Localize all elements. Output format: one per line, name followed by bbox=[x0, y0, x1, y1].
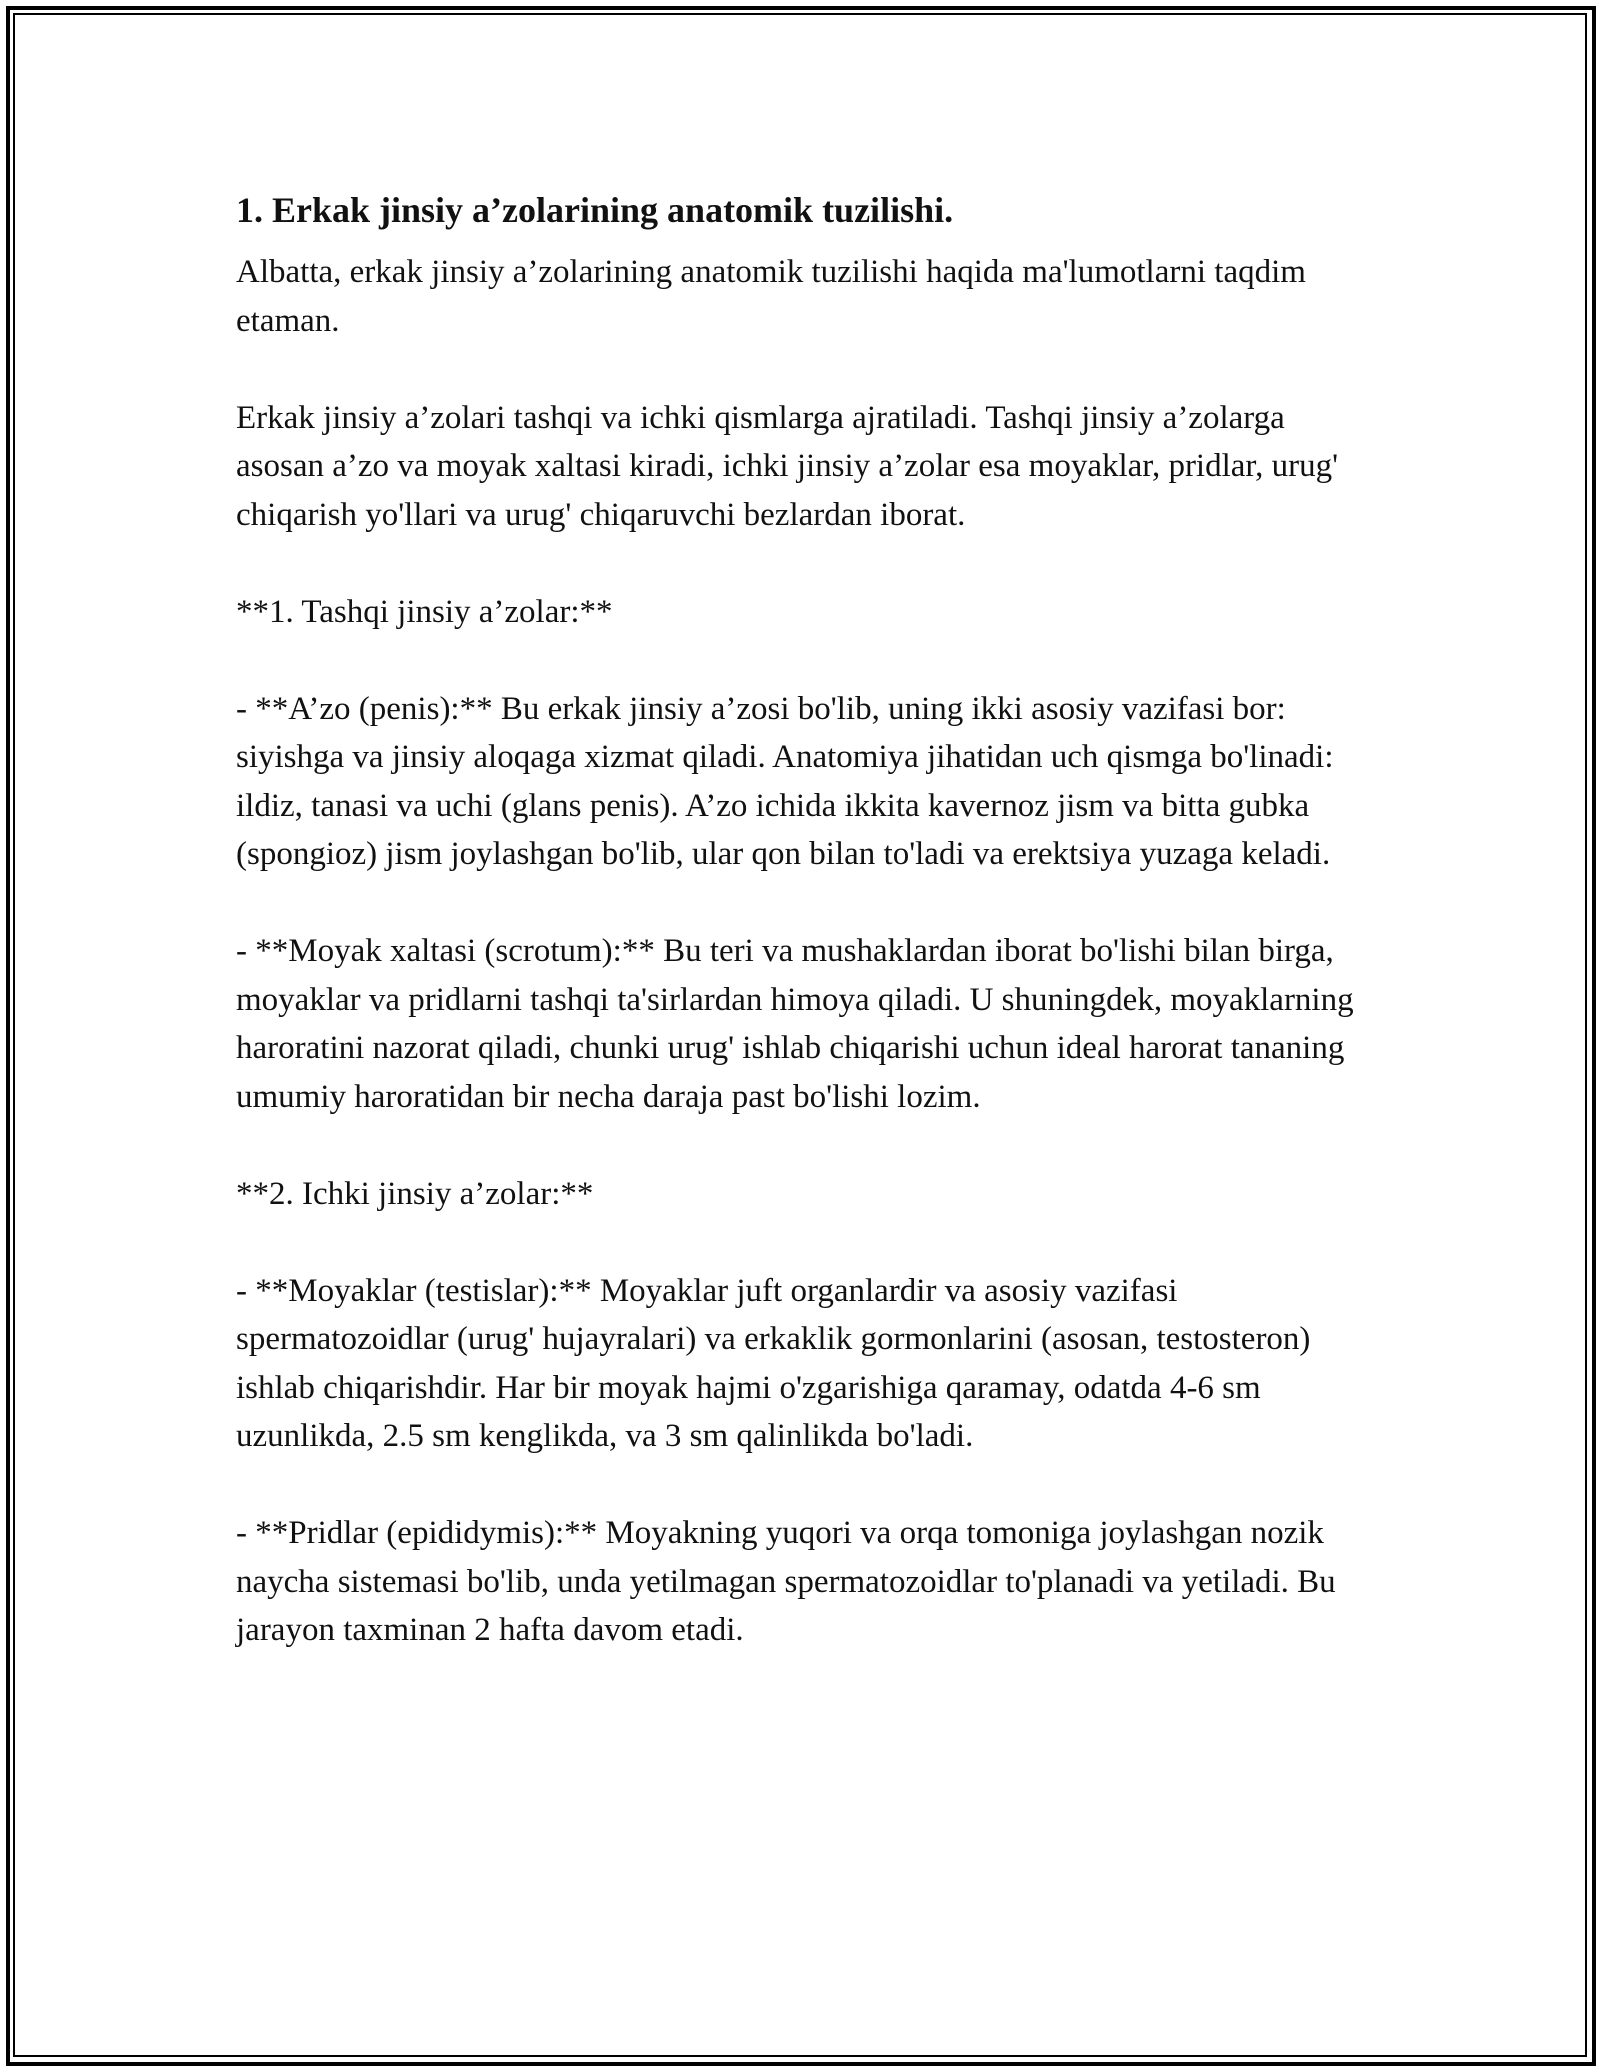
paragraph-testes: - **Moyaklar (testislar):** Moyaklar juft organlardir va asosiy vazifasi spermatozoidlar (urug' hujayralari) va erkaklik gormonlarini (asosan, testosteron) ishlab chiqarishdir. Har bir moyak hajmi o'zgarishiga qaramay, odatda 4-6 sm uzunlikda, 2.5 sm kenglikda, va 3 sm qalinlikda bo'ladi. bbox=[236, 1272, 1311, 1454]
document-body bbox=[236, 186, 1376, 1703]
paragraph-scrotum: - **Moyak xaltasi (scrotum):** Bu teri va mushaklardan iborat bo'lishi bilan birga, moyaklar va pridlarni tashqi ta'sirlardan himoya qiladi. U shuningdek, moyaklarning haroratini nazorat qiladi, chunki urug' ishlab chiqarishi uchun ideal harorat tananing umumiy haroratidan bir necha daraja past bo'lishi lozim. bbox=[236, 933, 1354, 1115]
paragraph-intro: Albatta, erkak jinsiy a’zolarining anatomik tuzilishi haqida ma'lumotlarni taqdim etaman. bbox=[236, 254, 1306, 339]
paragraph-penis: - **A’zo (penis):** Bu erkak jinsiy a’zosi bo'lib, uning ikki asosiy vazifasi bor: siyishga va jinsiy aloqaga xizmat qiladi. Anatomiya jihatidan uch qismga bo'linadi: ildiz, tanasi va uchi (glans penis). A’zo ichida ikkita kavernoz jism va bitta gubka (spongioz) jism joylashgan bo'lib, ular qon bilan to'ladi va erektsiya yuzaga keladi. bbox=[236, 690, 1334, 872]
paragraph-overview: Erkak jinsiy a’zolari tashqi va ichki qismlarga ajratiladi. Tashqi jinsiy a’zolarga asosan a’zo va moyak xaltasi kiradi, ichki jinsiy a’zolar esa moyaklar, pridlar, urug' chiqarish yo'llari va urug' chiqaruvchi bezlardan iborat. bbox=[236, 399, 1339, 533]
section-heading-external: **1. Tashqi jinsiy a’zolar:** bbox=[236, 593, 613, 630]
section-heading-internal: **2. Ichki jinsiy a’zolar:** bbox=[236, 1175, 594, 1212]
document-title: 1. Erkak jinsiy a’zolarining anatomik tuzilishi. bbox=[236, 190, 954, 230]
paragraph-epididymis: - **Pridlar (epididymis):** Moyakning yuqori va orqa tomoniga joylashgan nozik naycha sistemasi bo'lib, unda yetilmagan spermatozoidlar to'planadi va yetiladi. Bu jarayon taxminan 2 hafta davom etadi. bbox=[236, 1515, 1336, 1648]
